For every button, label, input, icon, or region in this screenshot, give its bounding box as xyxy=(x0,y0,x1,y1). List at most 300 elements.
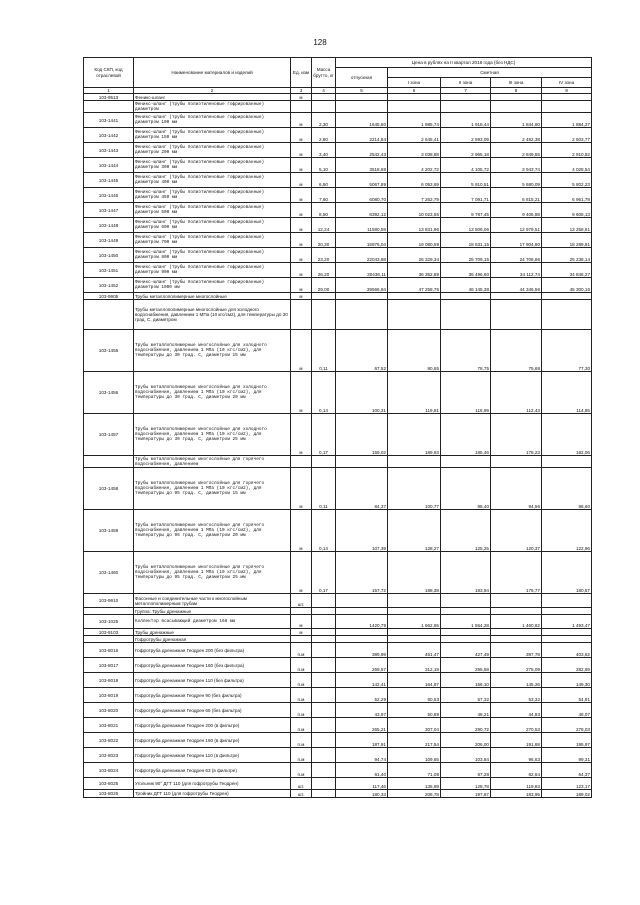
table-cell-zone-4: 25 238,14 xyxy=(542,248,592,263)
table-row xyxy=(84,203,592,218)
table-cell-unit: м xyxy=(291,113,312,128)
table-cell-release-price xyxy=(336,636,388,643)
table-cell-zone-1 xyxy=(388,608,441,615)
table-cell-zone-4: 6 961,78 xyxy=(542,188,592,203)
table-cell-zone-2: 1 918,44 xyxy=(441,113,491,128)
column-number: 9 xyxy=(542,88,592,94)
table-cell-code: 103-1455 xyxy=(84,330,134,372)
table-cell-name: Трубы металлополимерные многослойные для холодного водоснабжения, давлением 1 МПа (10 кгс/см2), для температуры до 30 град. С, диаметром 25 мм xyxy=(134,414,291,456)
table-cell-release-price: 15975,04 xyxy=(336,233,388,248)
table-cell-name: Трубы металлополимерные многослойные для холодного водоснабжения, давлением 1 МПа (10 кгс/см2), для температуры до 30 град. С, диаметром 15 мм xyxy=(134,330,291,372)
table-row xyxy=(84,188,592,203)
table-cell-mass xyxy=(312,643,336,658)
table-row xyxy=(84,552,592,594)
table-row xyxy=(84,128,592,143)
table-cell-code: 103-1450 xyxy=(84,248,134,263)
table-cell-zone-1: 47 258,76 xyxy=(388,278,441,293)
table-cell-zone-4: 13 258,61 xyxy=(542,218,592,233)
table-row xyxy=(84,636,592,643)
table-cell-unit: м xyxy=(291,203,312,218)
table-cell-zone-2 xyxy=(441,94,491,101)
table-cell-release-price: 11580,59 xyxy=(336,218,388,233)
table-cell-zone-1: 6 053,69 xyxy=(388,173,441,188)
table-cell-zone-1 xyxy=(388,94,441,101)
table-cell-unit: м xyxy=(291,510,312,552)
table-cell-name: Гофротруба дренажная Геодрен 110 (в фильтре) xyxy=(134,748,291,763)
table-cell-unit xyxy=(291,456,312,468)
table-cell-name: Гофротруба дренажная Геодрен 160 (в фильтре) xyxy=(134,733,291,748)
table-cell-zone-2 xyxy=(441,636,491,643)
table-cell-unit: п.м xyxy=(291,688,312,703)
table-cell-mass xyxy=(312,733,336,748)
table-cell-zone-2: 46 145,38 xyxy=(441,278,491,293)
table-cell-zone-2: 9 787,45 xyxy=(441,203,491,218)
table-cell-zone-4 xyxy=(542,300,592,330)
table-row xyxy=(84,763,592,778)
table-cell-mass: 0,11 xyxy=(312,330,336,372)
table-cell-release-price: 3518,68 xyxy=(336,158,388,173)
table-cell-code: 103-1446 xyxy=(84,188,134,203)
column-number: 4 xyxy=(312,88,336,94)
table-cell-release-price xyxy=(336,101,388,113)
table-cell-code xyxy=(84,608,134,615)
table-cell-zone-4: 5 802,23 xyxy=(542,173,592,188)
table-cell-release-price xyxy=(336,629,388,636)
table-cell-zone-1 xyxy=(388,101,441,113)
table-cell-zone-3: 12 979,51 xyxy=(491,218,542,233)
table-row xyxy=(84,414,592,456)
table-cell-mass: 0,14 xyxy=(312,372,336,414)
table-cell-code: 103-8017 xyxy=(84,658,134,673)
table-cell-code: 103-1025 xyxy=(84,615,134,629)
table-cell-zone-3: 44 346,56 xyxy=(491,278,542,293)
table-cell-code: 103-1444 xyxy=(84,158,134,173)
table-cell-release-price xyxy=(336,94,388,101)
table-cell-unit: м xyxy=(291,468,312,510)
table-cell-name: Феникс-шланг (трубы полиэтиленовые гофрированные) диаметром 600 мм xyxy=(134,218,291,233)
table-cell-zone-4 xyxy=(542,608,592,615)
table-row xyxy=(84,278,592,293)
table-cell-code: 103-9103 xyxy=(84,629,134,636)
table-cell-release-price xyxy=(336,456,388,468)
price-table xyxy=(83,57,592,798)
table-cell-zone-1: 307,04 xyxy=(388,718,441,733)
table-cell-release-price: 1645,60 xyxy=(336,113,388,128)
table-cell-zone-2: 7 091,71 xyxy=(441,188,491,203)
table-cell-zone-2 xyxy=(441,456,491,468)
table-cell-zone-4: 1 493,47 xyxy=(542,615,592,629)
table-cell-zone-4: 1 884,27 xyxy=(542,113,592,128)
table-cell-zone-2: 103,84 xyxy=(441,748,491,763)
table-cell-zone-1: 7 262,79 xyxy=(388,188,441,203)
table-cell-zone-4: 34 846,27 xyxy=(542,263,592,278)
table-cell-unit: п.м xyxy=(291,703,312,718)
table-cell-code: 103-1457 xyxy=(84,414,134,456)
table-cell-zone-1: 1 985,74 xyxy=(388,113,441,128)
table-row xyxy=(84,688,592,703)
table-cell-release-price xyxy=(336,300,388,330)
table-cell-unit: м xyxy=(291,372,312,414)
table-cell-name: Трубы металлополимерные многослойные для холодного водоснабжения, давлением 1 МПа (10 кгс/см2), для температуры до 30 град. С, диаметром 20 мм xyxy=(134,372,291,414)
table-cell-release-price: 84,37 xyxy=(336,468,388,510)
table-cell-zone-2 xyxy=(441,629,491,636)
table-cell-name: Трубы металлополимерные многослойные для горячего водоснабжения, давлением 1 МПа (10 кгс/см2), для температуры до 95 град. С, диаметром 20 мм xyxy=(134,510,291,552)
table-cell-zone-4: 99,31 xyxy=(542,748,592,763)
table-cell-release-price: 159,02 xyxy=(336,414,388,456)
table-cell-release-price: 107,39 xyxy=(336,510,388,552)
table-cell-code: 103-1451 xyxy=(84,263,134,278)
table-cell-zone-3: 119,83 xyxy=(491,778,542,790)
table-cell-unit: п.м xyxy=(291,673,312,688)
table-cell-zone-3: 94,56 xyxy=(491,468,542,510)
table-cell-name: Трубы металлополимерные многослойные для холодного водоснабжения, давлением 1 МПа (10 кгс/см2), для температуры до 30 град. С, диаметром xyxy=(134,300,291,330)
table-cell-zone-3 xyxy=(491,94,542,101)
table-cell-code: 103-8022 xyxy=(84,733,134,748)
table-cell-zone-1: 451,47 xyxy=(388,643,441,658)
table-cell-name: Феникс-шланг (трубы полиэтиленовые гофрированные) диаметром 1000 мм xyxy=(134,278,291,293)
table-cell-name: Гофротруба дренажная Геодрен 200 (без фильтра) xyxy=(134,643,291,658)
table-cell-release-price: 61,40 xyxy=(336,763,388,778)
table-row xyxy=(84,158,592,173)
table-cell-mass xyxy=(312,703,336,718)
table-cell-release-price xyxy=(336,594,388,608)
table-cell-code: 103-1441 xyxy=(84,113,134,128)
table-cell-zone-1: 128,27 xyxy=(388,510,441,552)
table-row xyxy=(84,248,592,263)
table-cell-zone-2: 156,10 xyxy=(441,673,491,688)
table-cell-code: 103-8026 xyxy=(84,790,134,798)
header-zone-4: IV зона xyxy=(542,78,592,88)
table-cell-mass: 7,60 xyxy=(312,188,336,203)
table-cell-zone-2: 1 564,28 xyxy=(441,615,491,629)
table-cell-zone-1: 109,65 xyxy=(388,748,441,763)
table-cell-name: Феникс-шланг (трубы полиэтиленовые гофрированные) диаметром 150 мм xyxy=(134,128,291,143)
table-cell-zone-3: 6 815,21 xyxy=(491,188,542,203)
table-cell-zone-3: 53,32 xyxy=(491,688,542,703)
table-cell-unit: м xyxy=(291,414,312,456)
table-cell-zone-4: 64,37 xyxy=(542,763,592,778)
table-cell-code: 103-1456 xyxy=(84,372,134,414)
table-cell-zone-4: 149,30 xyxy=(542,673,592,688)
table-row xyxy=(84,748,592,763)
table-cell-zone-4 xyxy=(542,456,592,468)
table-cell-mass xyxy=(312,101,336,113)
table-cell-zone-4 xyxy=(542,636,592,643)
table-cell-code xyxy=(84,300,134,330)
table-cell-unit xyxy=(291,101,312,113)
table-cell-mass xyxy=(312,300,336,330)
table-cell-zone-4: 278,03 xyxy=(542,718,592,733)
table-cell-unit: м xyxy=(291,278,312,293)
table-cell-name: Тройник ДГТ 110 (для гофротрубы Геодрен) xyxy=(134,790,291,798)
table-cell-zone-3: 5 680,09 xyxy=(491,173,542,188)
table-cell-zone-3: 397,78 xyxy=(491,643,542,658)
table-cell-unit xyxy=(291,636,312,643)
table-cell-zone-1: 3 038,88 xyxy=(388,143,441,158)
table-cell-unit: м xyxy=(291,615,312,629)
table-cell-zone-3: 44,83 xyxy=(491,703,542,718)
table-cell-unit: м xyxy=(291,330,312,372)
column-number: 2 xyxy=(134,88,291,94)
table-cell-release-price: 43,97 xyxy=(336,703,388,718)
table-cell-zone-2: 13 506,06 xyxy=(441,218,491,233)
table-cell-code: 103-1452 xyxy=(84,278,134,293)
table-cell-zone-4 xyxy=(542,594,592,608)
table-cell-zone-1: 19 080,59 xyxy=(388,233,441,248)
header-release-price: отпускная xyxy=(336,68,388,88)
table-cell-release-price: 389,99 xyxy=(336,643,388,658)
table-cell-zone-3: 112,43 xyxy=(491,372,542,414)
table-cell-unit: м xyxy=(291,188,312,203)
header-mass: Масса брутто, кг xyxy=(312,58,336,88)
table-cell-name: Феникс-шланг (трубы полиэтиленовые гофрированные) диаметром 800 мм xyxy=(134,248,291,263)
table-row xyxy=(84,173,592,188)
table-cell-zone-3: 9 405,88 xyxy=(491,203,542,218)
table-cell-zone-3: 145,26 xyxy=(491,673,542,688)
table-cell-code: 103-9910 xyxy=(84,594,134,608)
table-cell-zone-4: 4 028,54 xyxy=(542,158,592,173)
table-cell-zone-3: 24 706,86 xyxy=(491,248,542,263)
table-cell-mass xyxy=(312,636,336,643)
table-cell-zone-3: 3 943,74 xyxy=(491,158,542,173)
table-cell-zone-3: 178,23 xyxy=(491,414,542,456)
table-cell-release-price xyxy=(336,293,388,300)
table-cell-mass xyxy=(312,763,336,778)
table-cell-name: Гофротруба дренажная Геодрен 160 (без фильтра) xyxy=(134,658,291,673)
column-number: 1 xyxy=(84,88,134,94)
table-cell-zone-1: 71,08 xyxy=(388,763,441,778)
table-cell-zone-4 xyxy=(542,94,592,101)
table-cell-mass xyxy=(312,718,336,733)
table-cell-zone-4: 46,07 xyxy=(542,703,592,718)
header-unit: Ед. изм xyxy=(291,58,312,88)
column-number: 8 xyxy=(491,88,542,94)
table-cell-mass xyxy=(312,456,336,468)
table-cell-mass: 0,14 xyxy=(312,510,336,552)
table-cell-name: Гофротруба дренажная Геодрен 200 (в фильтре) xyxy=(134,718,291,733)
table-cell-zone-2 xyxy=(441,300,491,330)
table-row xyxy=(84,143,592,158)
table-cell-name: Гофротруба дренажная Геодрен 90 (без фильтра) xyxy=(134,688,291,703)
table-cell-zone-4: 403,62 xyxy=(542,643,592,658)
table-cell-zone-2: 98,40 xyxy=(441,468,491,510)
table-cell-mass xyxy=(312,790,336,798)
table-cell-mass: 8,50 xyxy=(312,203,336,218)
table-cell-release-price: 187,91 xyxy=(336,733,388,748)
table-cell-zone-2: 116,99 xyxy=(441,372,491,414)
table-row xyxy=(84,594,592,608)
table-cell-release-price: 265,21 xyxy=(336,718,388,733)
table-cell-unit: м xyxy=(291,143,312,158)
table-cell-mass xyxy=(312,608,336,615)
table-cell-unit: м xyxy=(291,218,312,233)
table-cell-release-price: 100,31 xyxy=(336,372,388,414)
table-cell-release-price xyxy=(336,608,388,615)
table-cell-unit: п.м xyxy=(291,643,312,658)
table-cell-code: 103-8025 xyxy=(84,778,134,790)
table-cell-zone-3: 34 112,74 xyxy=(491,263,542,278)
table-cell-zone-3: 1 844,60 xyxy=(491,113,542,128)
table-cell-zone-1: 312,19 xyxy=(388,658,441,673)
table-cell-mass: 6,50 xyxy=(312,173,336,188)
table-cell-release-price: 5067,89 xyxy=(336,173,388,188)
table-row xyxy=(84,510,592,552)
table-cell-mass: 0,17 xyxy=(312,414,336,456)
header-code: Код СКП, код отраслевой xyxy=(84,58,134,88)
table-cell-zone-1 xyxy=(388,293,441,300)
table-cell-zone-4: 114,85 xyxy=(542,372,592,414)
table-cell-zone-1: 36 352,89 xyxy=(388,263,441,278)
table-cell-zone-2: 128,78 xyxy=(441,778,491,790)
table-cell-zone-3 xyxy=(491,608,542,615)
table-row xyxy=(84,94,592,101)
table-row xyxy=(84,703,592,718)
table-cell-zone-1 xyxy=(388,456,441,468)
table-cell-mass: 0,11 xyxy=(312,468,336,510)
table-cell-unit: м xyxy=(291,158,312,173)
table-cell-mass xyxy=(312,688,336,703)
table-cell-zone-4: 282,69 xyxy=(542,658,592,673)
table-row xyxy=(84,615,592,629)
table-cell-name: Феникс-шланг (трубы полиэтиленовые гофрированные) диаметром 700 мм xyxy=(134,233,291,248)
table-cell-zone-3 xyxy=(491,293,542,300)
table-cell-release-price: 2542,43 xyxy=(336,143,388,158)
table-cell-unit: м xyxy=(291,263,312,278)
header-price-group: Цена в рублях на II квартал 2018 года (без НДС) xyxy=(336,58,592,68)
table-cell-name: Феникс-шланг (трубы полиэтиленовые гофрированные) диаметром 100 мм xyxy=(134,113,291,128)
column-number: 5 xyxy=(336,88,388,94)
table-cell-zone-4: 122,96 xyxy=(542,510,592,552)
header-name: Наименование материалов и изделий xyxy=(134,58,291,88)
table-cell-zone-2: 78,75 xyxy=(441,330,491,372)
table-cell-code: 103-1445 xyxy=(84,173,134,188)
table-cell-unit: шт. xyxy=(291,594,312,608)
table-cell-zone-1: 119,81 xyxy=(388,372,441,414)
table-cell-zone-4: 54,81 xyxy=(542,688,592,703)
table-row xyxy=(84,468,592,510)
table-cell-zone-4: 195,97 xyxy=(542,733,592,748)
table-cell-code: 103-1442 xyxy=(84,128,134,143)
table-cell-release-price: 39566,94 xyxy=(336,278,388,293)
table-cell-zone-2: 427,49 xyxy=(441,643,491,658)
column-number: 6 xyxy=(388,88,441,94)
table-cell-zone-1 xyxy=(388,300,441,330)
table-cell-name: Гофротруба дренажная Геодрен 110 (без фильтра) xyxy=(134,673,291,688)
table-row xyxy=(84,300,592,330)
table-cell-zone-3 xyxy=(491,101,542,113)
table-cell-zone-4: 2 503,77 xyxy=(542,128,592,143)
table-row xyxy=(84,778,592,790)
table-cell-zone-2: 5 910,51 xyxy=(441,173,491,188)
table-row xyxy=(84,629,592,636)
table-cell-zone-4 xyxy=(542,293,592,300)
table-cell-zone-3 xyxy=(491,629,542,636)
table-cell-name: Фасонные и соединительные части к многослойным металлополимерным трубам xyxy=(134,594,291,608)
table-cell-zone-2: 185,46 xyxy=(441,414,491,456)
table-cell-zone-2: 183,94 xyxy=(441,552,491,594)
table-cell-code: 103-8024 xyxy=(84,763,134,778)
page-number: 128 xyxy=(313,38,327,47)
table-cell-zone-1: 50,89 xyxy=(388,703,441,718)
table-cell-mass: 26,20 xyxy=(312,263,336,278)
table-cell-zone-2: 25 709,15 xyxy=(441,248,491,263)
table-cell-zone-4: 96,60 xyxy=(542,468,592,510)
table-cell-zone-2: 48,21 xyxy=(441,703,491,718)
table-cell-zone-3: 1 460,82 xyxy=(491,615,542,629)
table-cell-zone-3: 75,68 xyxy=(491,330,542,372)
table-cell-zone-3 xyxy=(491,636,542,643)
table-cell-zone-2: 206,00 xyxy=(441,733,491,748)
table-cell-unit: п.м xyxy=(291,748,312,763)
table-cell-name: Феникс-шланг (трубы полиэтиленовые гофрированные) диаметром xyxy=(134,101,291,113)
table-cell-code: 103-8018 xyxy=(84,673,134,688)
table-cell-zone-1: 60,53 xyxy=(388,688,441,703)
table-row xyxy=(84,372,592,414)
table-cell-release-price: 2214,84 xyxy=(336,128,388,143)
table-cell-mass xyxy=(312,615,336,629)
table-cell-release-price: 52,29 xyxy=(336,688,388,703)
table-cell-mass: 2,30 xyxy=(312,113,336,128)
table-cell-zone-2: 57,32 xyxy=(441,688,491,703)
table-cell-zone-1: 208,78 xyxy=(388,790,441,798)
table-cell-zone-3: 191,68 xyxy=(491,733,542,748)
table-cell-zone-1: 1 662,65 xyxy=(388,615,441,629)
table-cell-zone-2: 295,58 xyxy=(441,658,491,673)
table-cell-name: Феникс-шланг (трубы полиэтиленовые гофрированные) диаметром 400 мм xyxy=(134,173,291,188)
table-cell-mass xyxy=(312,629,336,636)
table-row xyxy=(84,113,592,128)
table-cell-release-price: 30436,11 xyxy=(336,263,388,278)
table-cell-name: Феникс-шланг (трубы полиэтиленовые гофрированные) диаметром 900 мм xyxy=(134,263,291,278)
table-cell-mass xyxy=(312,594,336,608)
table-cell-zone-2: 67,28 xyxy=(441,763,491,778)
table-cell-name: Трубы металлополимерные многослойные для горячего водоснабжения, давлением 1 МПа (10 кгс/см2), для температуры до 95 град. С, диаметром 15 мм xyxy=(134,468,291,510)
table-cell-name: Трубы металлополимерные многослойные xyxy=(134,293,291,300)
table-cell-name: Феникс-шланг (трубы полиэтиленовые гофрированные) диаметром 300 мм xyxy=(134,158,291,173)
table-row xyxy=(84,673,592,688)
table-cell-release-price: 8392,12 xyxy=(336,203,388,218)
table-row xyxy=(84,218,592,233)
table-cell-name: Трубы металлополимерные многослойные для горячего водоснабжения, давлением xyxy=(134,456,291,468)
table-cell-zone-4: 77,30 xyxy=(542,330,592,372)
table-cell-code: 103-8020 xyxy=(84,703,134,718)
table-cell-code: 103-9513 xyxy=(84,94,134,101)
table-cell-zone-4: 189,02 xyxy=(542,790,592,798)
table-cell-name: Гофротрубы дренажная xyxy=(134,636,291,643)
table-row xyxy=(84,293,592,300)
table-cell-name: Феникс-шланг (трубы полиэтиленовые гофрированные) диаметром 500 мм xyxy=(134,203,291,218)
table-cell-mass xyxy=(312,748,336,763)
table-cell-release-price: 94,74 xyxy=(336,748,388,763)
table-cell-zone-2 xyxy=(441,608,491,615)
table-cell-zone-2: 2 965,18 xyxy=(441,143,491,158)
table-cell-mass xyxy=(312,94,336,101)
table-cell-zone-3: 270,53 xyxy=(491,718,542,733)
table-cell-code: 103-8016 xyxy=(84,643,134,658)
table-cell-zone-2: 4 105,72 xyxy=(441,158,491,173)
table-cell-zone-1 xyxy=(388,594,441,608)
table-cell-code: 103-1449 xyxy=(84,233,134,248)
table-cell-zone-4: 45 300,16 xyxy=(542,278,592,293)
table-row xyxy=(84,733,592,748)
table-cell-name: Трубы дренажные xyxy=(134,629,291,636)
table-row xyxy=(84,233,592,248)
table-cell-code: 103-8021 xyxy=(84,718,134,733)
table-cell-zone-4 xyxy=(542,629,592,636)
table-cell-mass: 0,17 xyxy=(312,552,336,594)
table-cell-unit: м xyxy=(291,94,312,101)
table-cell-code: 103-9905 xyxy=(84,293,134,300)
